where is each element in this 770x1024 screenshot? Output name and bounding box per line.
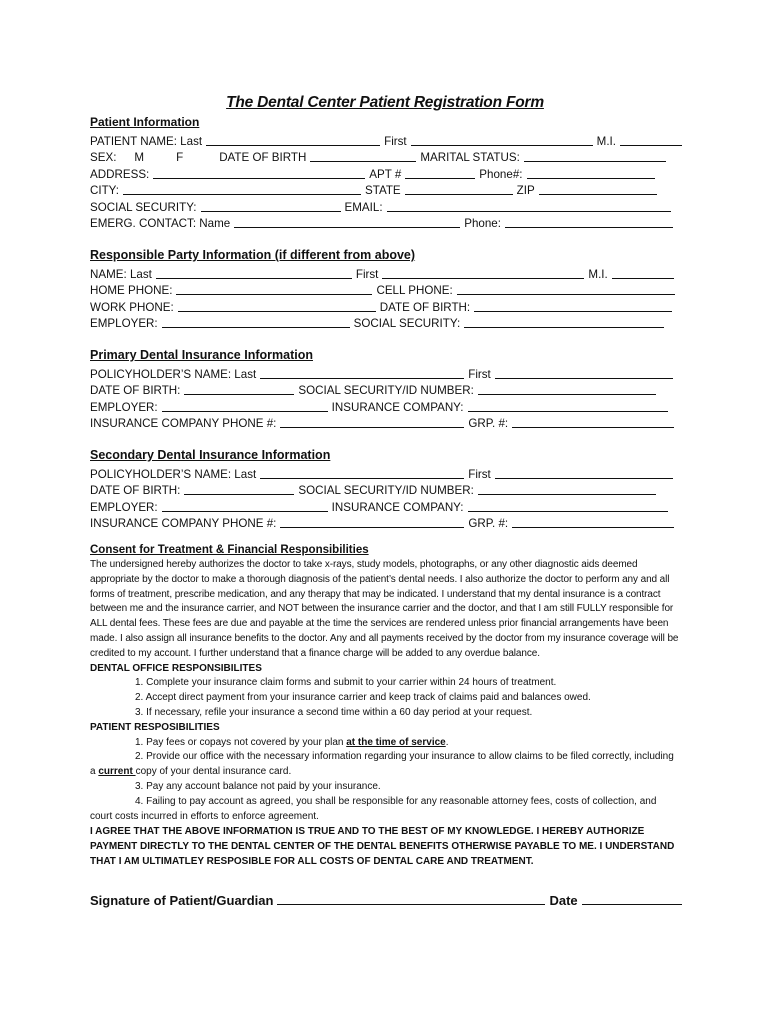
state-label: STATE xyxy=(365,184,401,197)
phone-label: Phone#: xyxy=(479,167,523,181)
cell-phone-field[interactable] xyxy=(457,282,675,295)
primary-company-field[interactable] xyxy=(468,399,668,412)
last-name-label: PATIENT NAME: Last xyxy=(90,134,203,148)
office-item: 1. Complete your insurance claim forms and submit to your carrier within 24 hours of treatment. xyxy=(135,677,557,689)
primary-grp-field[interactable] xyxy=(512,415,674,428)
date-label: Date xyxy=(549,893,578,909)
primary-dob-field[interactable] xyxy=(184,382,294,395)
employer-label: EMPLOYER: xyxy=(90,317,158,330)
form-title: The Dental Center Patient Registration Form xyxy=(226,94,544,111)
secondary-ssn-field[interactable] xyxy=(478,482,656,495)
sex-f-option[interactable]: F xyxy=(176,151,184,164)
secondary-grp-field[interactable] xyxy=(512,515,674,528)
patient-item-3: 3. Pay any account balance not paid by your insurance. xyxy=(135,780,381,792)
office-responsibilities-heading: DENTAL OFFICE RESPONSIBILITES xyxy=(90,662,262,674)
marital-label: MARITAL STATUS: xyxy=(420,151,520,164)
patient-item-1: 1. Pay fees or copays not covered by your plan at the time of service. xyxy=(135,736,449,748)
secondary-first-field[interactable] xyxy=(495,466,673,479)
email-label: EMAIL: xyxy=(344,200,383,214)
primary-ssn-label: SOCIAL SECURITY/ID NUMBER: xyxy=(298,384,474,397)
secondary-company-label: INSURANCE COMPANY: xyxy=(331,500,464,514)
secondary-policyholder-row xyxy=(90,464,680,481)
responsible-mi-field[interactable] xyxy=(612,266,674,279)
state-field[interactable] xyxy=(405,182,513,195)
responsible-last-label: NAME: Last xyxy=(90,267,152,281)
responsible-party-heading: Responsible Party Information (if different from above) xyxy=(90,248,416,262)
signature-field[interactable] xyxy=(277,891,545,905)
emergency-phone-label: Phone: xyxy=(464,217,501,230)
secondary-ssn-label: SOCIAL SECURITY/ID NUMBER: xyxy=(298,484,474,497)
primary-employer-row xyxy=(90,397,680,414)
cell-phone-label: CELL PHONE: xyxy=(376,284,453,297)
signature-label: Signature of Patient/Guardian xyxy=(90,893,274,909)
phone-field[interactable] xyxy=(527,166,655,179)
primary-policyholder-row xyxy=(90,364,680,381)
first-name-label: First xyxy=(384,134,407,148)
employer-field[interactable] xyxy=(162,315,350,328)
agreement-statement: I AGREE THAT THE ABOVE INFORMATION IS TRUE AND TO THE BEST OF MY KNOWLEDGE. I HEREBY AUTHORIZE PAYMENT DIRECTLY TO THE DENTAL CENTER OF THE DENTAL BENEFITS OTHERWISE PAYABLE TO ME. I UNDERSTAND THAT I AM ULTIMATLEY RESPOSIBLE FOR ALL COSTS OF DENTAL CARE AND TREATMENT. xyxy=(90,826,675,868)
primary-company-phone-label: INSURANCE COMPANY PHONE #: xyxy=(90,417,277,430)
home-phone-label: HOME PHONE: xyxy=(90,284,173,297)
secondary-policyholder-field[interactable] xyxy=(260,466,464,479)
office-item: 2. Accept direct payment from your insurance carrier and keep track of claims paid and balances owed. xyxy=(135,692,591,704)
apt-field[interactable] xyxy=(405,166,475,179)
responsible-phone-row xyxy=(90,281,680,298)
emergency-phone-field[interactable] xyxy=(505,215,673,228)
mi-field[interactable] xyxy=(620,133,682,146)
city-field[interactable] xyxy=(123,182,361,195)
consent-paragraph: The undersigned hereby authorizes the doctor to take x-rays, study models, photographs, or any other diagnostic aids deemed appropriate by the doctor to make a thorough diagnosis of the patient’s dental needs. I also authorize the doctor to perform any and all forms of treatment, prescribe medication, and any therapy that may be indicated. I understand that my dental insurance is a contract between me and the insurance carrier, and NOT between the insurance carrier and the doctor, and that I am still FULLY responsible for ALL dental fees. These fees are due and payable at the time the services are rendered unless prior financial arrangements have been made. I also assign all insurance benefits to the doctor. Any and all payments received by the doctor from my insurance coverage will be credited to my account. I further understand that a finance charge will be added to any overdue balance. xyxy=(90,559,679,659)
secondary-dob-label: DATE OF BIRTH: xyxy=(90,484,181,497)
ssn-label: SOCIAL SECURITY: xyxy=(90,200,197,214)
signature-row xyxy=(90,891,680,908)
primary-ssn-field[interactable] xyxy=(478,382,656,395)
sex-m-option[interactable]: M xyxy=(134,151,145,164)
responsible-name-row xyxy=(90,264,680,281)
office-item: 3. If necessary, refile your insurance a second time within a 60 day period at your request. xyxy=(135,706,533,718)
patient-name-row xyxy=(90,131,680,148)
secondary-employer-label: EMPLOYER: xyxy=(90,500,158,514)
responsible-last-field[interactable] xyxy=(156,266,352,279)
secondary-insurance-heading: Secondary Dental Insurance Information xyxy=(90,448,331,462)
responsible-dob-field[interactable] xyxy=(474,299,672,312)
responsible-dob-label: DATE OF BIRTH: xyxy=(379,300,471,314)
responsible-first-label: First xyxy=(355,267,379,281)
home-phone-field[interactable] xyxy=(176,282,372,295)
ssn-field[interactable] xyxy=(201,199,341,212)
work-phone-field[interactable] xyxy=(178,299,376,312)
city-label: CITY: xyxy=(90,184,119,197)
dob-field[interactable] xyxy=(310,149,416,162)
last-name-field[interactable] xyxy=(206,133,380,146)
first-name-field[interactable] xyxy=(411,133,593,146)
zip-label: ZIP xyxy=(516,184,535,197)
primary-policyholder-label: POLICYHOLDER’S NAME: Last xyxy=(90,367,257,381)
sex-label: SEX: xyxy=(90,151,117,164)
date-field[interactable] xyxy=(582,891,682,905)
emergency-name-field[interactable] xyxy=(234,215,460,228)
primary-company-label: INSURANCE COMPANY: xyxy=(331,400,464,414)
responsible-work-row xyxy=(90,297,680,314)
primary-insurance-heading: Primary Dental Insurance Information xyxy=(90,348,313,362)
primary-dob-row xyxy=(90,381,680,398)
patient-info-heading: Patient Information xyxy=(90,115,200,129)
ssn-email-row xyxy=(90,197,680,214)
address-row xyxy=(90,164,680,181)
secondary-employer-field[interactable] xyxy=(162,499,328,512)
responsible-employer-row xyxy=(90,314,680,331)
primary-company-phone-field[interactable] xyxy=(280,415,464,428)
address-label: ADDRESS: xyxy=(90,167,150,181)
primary-company-phone-row xyxy=(90,414,680,431)
consent-heading: Consent for Treatment & Financial Responsibilities xyxy=(90,544,369,556)
apt-label: APT # xyxy=(369,167,402,181)
secondary-policyholder-label: POLICYHOLDER’S NAME: Last xyxy=(90,467,257,481)
secondary-company-phone-field[interactable] xyxy=(280,515,464,528)
secondary-dob-field[interactable] xyxy=(184,482,294,495)
secondary-employer-row xyxy=(90,497,680,514)
city-row xyxy=(90,181,680,198)
primary-grp-label: GRP. #: xyxy=(468,417,509,430)
address-field[interactable] xyxy=(153,166,365,179)
secondary-grp-label: GRP. #: xyxy=(468,517,509,530)
secondary-dob-row xyxy=(90,481,680,498)
primary-dob-label: DATE OF BIRTH: xyxy=(90,384,181,397)
secondary-first-label: First xyxy=(468,467,491,481)
dob-label: DATE OF BIRTH xyxy=(219,151,307,164)
primary-employer-label: EMPLOYER: xyxy=(90,400,158,414)
patient-item-4: 4. Failing to pay account as agreed, you shall be responsible for any reasonable attorney fees, costs of collection, and court costs incurred in efforts to enforce agreement. xyxy=(90,795,657,822)
marital-field[interactable] xyxy=(524,149,666,162)
secondary-company-phone-label: INSURANCE COMPANY PHONE #: xyxy=(90,517,277,530)
email-field[interactable] xyxy=(387,199,671,212)
primary-first-label: First xyxy=(468,367,491,381)
responsible-ssn-label: SOCIAL SECURITY: xyxy=(353,317,461,330)
primary-policyholder-field[interactable] xyxy=(260,366,464,379)
secondary-company-field[interactable] xyxy=(468,499,668,512)
zip-field[interactable] xyxy=(539,182,657,195)
sex-row xyxy=(90,148,680,165)
patient-responsibilities-heading: PATIENT RESPOSIBILITIES xyxy=(90,721,220,733)
mi-label: M.I. xyxy=(596,134,616,148)
emergency-row xyxy=(90,214,680,231)
responsible-ssn-field[interactable] xyxy=(464,315,664,328)
responsible-first-field[interactable] xyxy=(382,266,584,279)
primary-first-field[interactable] xyxy=(495,366,673,379)
responsible-mi-label: M.I. xyxy=(588,267,608,281)
primary-employer-field[interactable] xyxy=(162,399,328,412)
patient-item-2: 2. Provide our office with the necessary information regarding your insurance to allow claims to be filed correctly, including a current copy of your dental insurance card. xyxy=(90,751,674,778)
emergency-name-label: EMERG. CONTACT: Name xyxy=(90,217,231,230)
work-phone-label: WORK PHONE: xyxy=(90,300,174,314)
registration-form xyxy=(90,94,680,908)
secondary-company-phone-row xyxy=(90,514,680,531)
